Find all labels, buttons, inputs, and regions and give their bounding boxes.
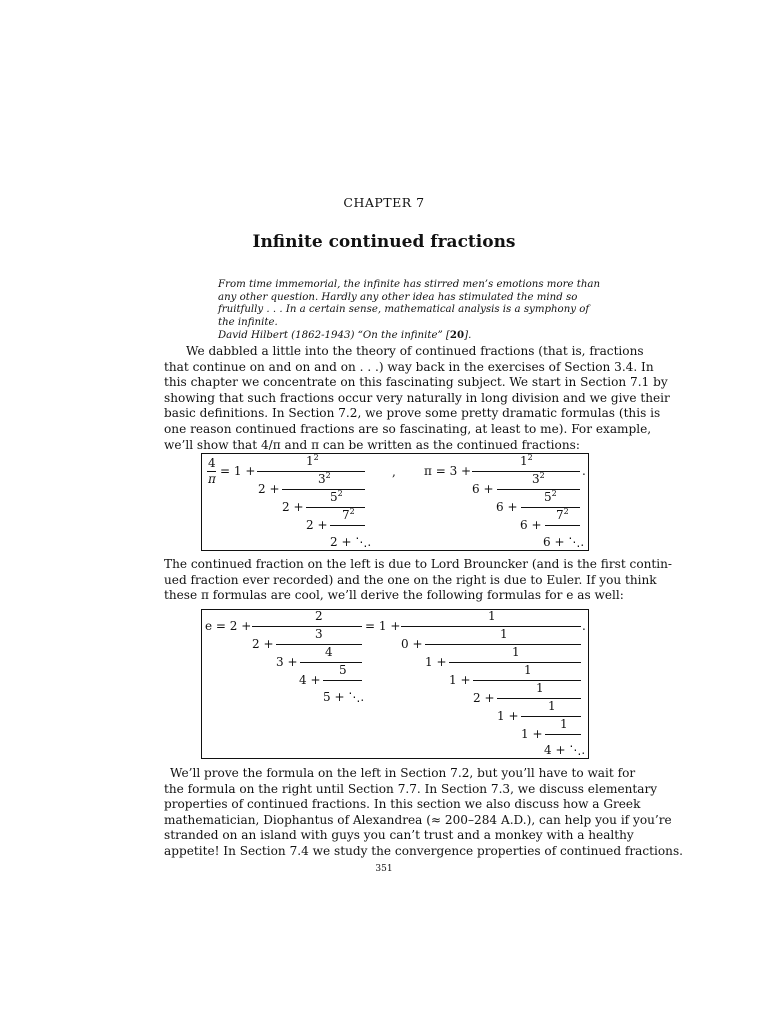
citation-ref: 20	[449, 329, 465, 341]
num-value: 3	[318, 472, 326, 486]
lead-term: = 1 +	[220, 464, 256, 478]
text-line: The continued fraction on the left is due to Lord Brouncker (and is the first contin-	[164, 557, 673, 571]
numerator: 4	[325, 645, 333, 659]
partial-denominator: 2 +	[282, 500, 304, 514]
num-value: 7	[556, 508, 564, 522]
numerator-one: 1	[548, 699, 556, 713]
formula-box-pi	[201, 453, 589, 551]
attribution-text: David Hilbert (1862-1943) “On the infinite” [	[218, 330, 450, 341]
text-line: properties of continued fractions. In this section we also discuss how a Greek	[164, 797, 641, 812]
num-value: 1	[520, 454, 528, 468]
exponent: 2	[551, 489, 557, 498]
end-period: .	[582, 619, 586, 633]
epigraph-line: the infinite.	[218, 316, 278, 328]
text-line: ued fraction ever recorded) and the one on the right is due to Euler. If you think	[164, 572, 657, 587]
numerator	[544, 490, 557, 504]
epigraph-line: any other question. Hardly any other idea has stimulated the mind so	[218, 291, 578, 303]
epigraph-line: From time immemorial, the infinite has stirred men’s emotions more than	[218, 279, 601, 290]
partial-denominator: 6 +	[472, 482, 494, 496]
attribution-end: ].	[464, 330, 472, 341]
partial-denominator: 6 + ⋱.	[543, 535, 585, 549]
num-value: 5	[330, 490, 338, 504]
partial-denominator: 2 +	[306, 518, 328, 532]
text-line: We’ll prove the formula on the left in Section 7.2, but you’ll have to wait for	[170, 766, 636, 780]
exponent: 2	[337, 489, 343, 498]
partial-denominator: 1 +	[449, 673, 471, 687]
epigraph	[218, 279, 601, 342]
numerator	[556, 508, 569, 522]
epigraph-line: fruitfully . . . In a certain sense, mathematical analysis is a symphony of	[218, 304, 590, 315]
text-line: these π formulas are cool, we’ll derive the following formulas for e as well:	[164, 588, 624, 603]
partial-denominator: 2 + ⋱.	[330, 535, 372, 549]
num-value: 1	[306, 454, 314, 468]
paragraph-intro	[164, 344, 670, 453]
page-number: 351	[375, 864, 393, 874]
end-period: .	[582, 464, 586, 478]
chapter-title: Infinite continued fractions	[252, 232, 516, 252]
numerator-one: 1	[560, 717, 568, 731]
num-value: 7	[342, 508, 350, 522]
equals-mid: = 1 +	[365, 619, 401, 633]
numerator-one: 1	[488, 609, 496, 623]
partial-denominator: 2 +	[252, 637, 274, 651]
numerator	[520, 454, 533, 468]
text-line: We dabbled a little into the theory of continued fractions (that is, fractions	[186, 344, 644, 358]
exponent: 2	[325, 471, 331, 480]
exponent: 2	[563, 507, 569, 516]
numerator	[532, 472, 545, 486]
numerator	[330, 490, 343, 504]
partial-denominator: 4 +	[299, 673, 321, 687]
numerator-one: 1	[500, 627, 508, 641]
partial-denominator: 4 + ⋱.	[544, 743, 586, 757]
exponent: 2	[539, 471, 545, 480]
separator: ,	[392, 465, 396, 479]
numerator	[306, 454, 319, 468]
text-line: basic definitions. In Section 7.2, we prove some pretty dramatic formulas (this is	[164, 406, 661, 421]
paragraph-outline	[164, 766, 683, 860]
text-line: appetite! In Section 7.4 we study the convergence properties of continued fractions.	[164, 843, 683, 858]
partial-denominator: 6 +	[496, 500, 518, 514]
exponent: 2	[313, 453, 319, 462]
partial-denominator: 1 +	[521, 727, 543, 741]
lhs-numerator: 4	[208, 456, 216, 470]
numerator	[318, 472, 331, 486]
text-line: mathematician, Diophantus of Alexandrea (≈ 200–284 A.D.), can help you if you’re	[164, 812, 672, 827]
numerator-one: 1	[524, 663, 532, 677]
text-line: this chapter we concentrate on this fascinating subject. We start in Section 7.1 by	[164, 375, 668, 390]
text-line: we’ll show that 4/π and π can be written as the continued fractions:	[164, 437, 580, 452]
text-line: one reason continued fractions are so fascinating, at least to me). For example,	[164, 421, 652, 436]
e-lead: e = 2 +	[205, 619, 252, 633]
partial-denominator: 2 +	[473, 691, 495, 705]
text-line: the formula on the right until Section 7.7. In Section 7.3, we discuss elementary	[164, 781, 658, 796]
partial-denominator: 0 +	[401, 637, 423, 651]
chapter-label: CHAPTER 7	[343, 195, 425, 210]
partial-denominator: 2 +	[258, 482, 280, 496]
numerator	[342, 508, 355, 522]
partial-denominator: 5 + ⋱.	[323, 690, 365, 704]
numerator: 3	[315, 627, 323, 641]
pi-lead: π = 3 +	[424, 464, 472, 478]
exponent: 2	[527, 453, 533, 462]
partial-denominator: 1 +	[497, 709, 519, 723]
epigraph-attribution	[218, 329, 578, 342]
paragraph-brouncker	[164, 557, 673, 604]
numerator: 5	[339, 663, 347, 677]
partial-denominator: 3 +	[276, 655, 298, 669]
numerator: 2	[315, 609, 323, 623]
numerator-one: 1	[536, 681, 544, 695]
text-line: showing that such fractions occur very naturally in long division and we give their	[164, 390, 670, 405]
formula-box-e	[201, 609, 589, 759]
partial-denominator: 1 +	[425, 655, 447, 669]
num-value: 5	[544, 490, 552, 504]
partial-denominator: 6 +	[520, 518, 542, 532]
num-value: 3	[532, 472, 540, 486]
numerator-one: 1	[512, 645, 520, 659]
exponent: 2	[349, 507, 355, 516]
lhs-denominator: π	[208, 472, 216, 486]
text-line: stranded on an island with guys you can’t trust and a monkey with a healthy	[164, 828, 634, 843]
text-line: that continue on and on and on . . .) way back in the exercises of Section 3.4. In	[164, 359, 654, 374]
